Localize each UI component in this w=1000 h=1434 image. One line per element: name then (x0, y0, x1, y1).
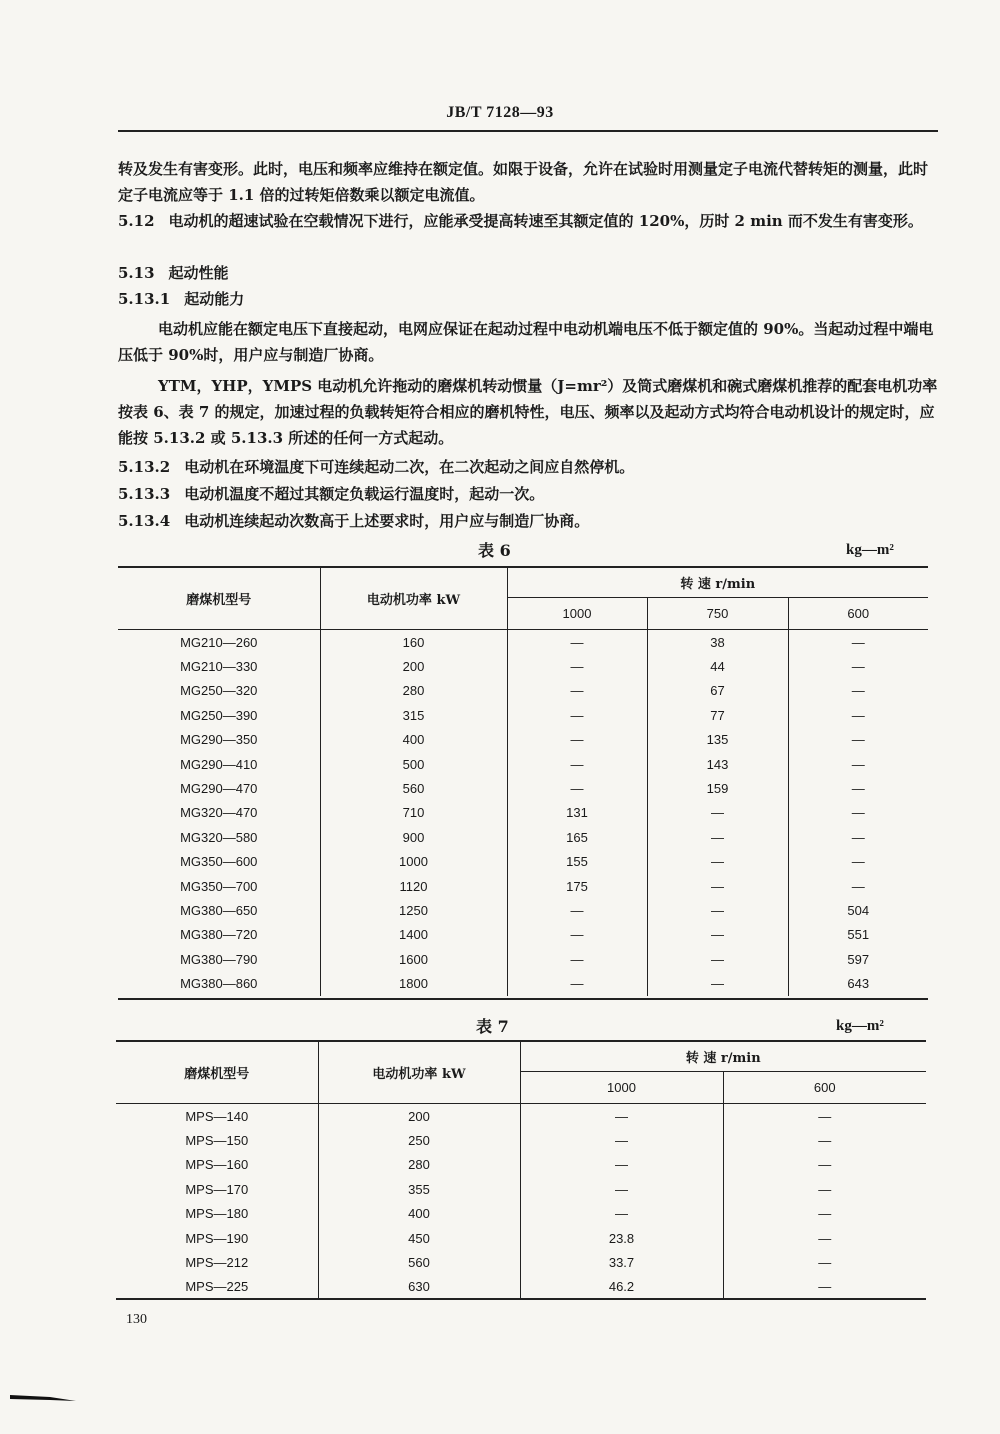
cell-speed-1000: — (520, 1177, 723, 1201)
cell-speed-1000: — (507, 679, 647, 703)
table-7-bottom-rule (116, 1298, 926, 1300)
column-header-model: 磨煤机型号 (118, 567, 320, 630)
cell-model: MG320—580 (118, 825, 320, 849)
cell-model: MG380—860 (118, 971, 320, 995)
table-row (116, 1177, 926, 1201)
cell-speed-1000: — (520, 1104, 723, 1129)
cell-power: 1120 (320, 874, 507, 898)
cell-speed-600: — (851, 878, 865, 894)
table-row (116, 1226, 926, 1250)
table-row (118, 776, 928, 800)
cell-model: MG250—320 (118, 679, 320, 703)
cell-speed-750: 159 (647, 776, 788, 800)
cell-speed-1000: — (507, 923, 647, 947)
cell-speed-750: — (647, 898, 788, 922)
table-row (118, 654, 928, 678)
table-7 (116, 1041, 926, 1299)
cell-power: 500 (320, 752, 507, 776)
cell-speed-600: 504 (847, 902, 870, 918)
table-row (116, 1275, 926, 1299)
cell-power: 250 (318, 1128, 520, 1152)
cell-speed-600: — (851, 854, 865, 870)
table-row (118, 898, 928, 922)
cell-power: 280 (318, 1153, 520, 1177)
table-row (118, 801, 928, 825)
section-heading-5-13-1 (118, 286, 938, 312)
paragraph-text: 电动机在环境温度下可连续起动二次，在二次起动之间应自然停机。 (184, 458, 635, 476)
table-row (116, 1202, 926, 1226)
cell-speed-750: 143 (647, 752, 788, 776)
cell-speed-1000: 155 (507, 850, 647, 874)
section-number: 5.13.3 (118, 485, 171, 503)
cell-speed-750: — (647, 874, 788, 898)
column-header-speed: 转 速 r/min (507, 567, 928, 598)
cell-model: MPS—180 (116, 1202, 318, 1226)
cell-speed-600: 551 (847, 927, 870, 943)
cell-speed-600: — (818, 1157, 832, 1173)
table-7-body (116, 1104, 926, 1300)
cell-speed-750: 67 (647, 679, 788, 703)
cell-speed-600: — (851, 829, 865, 845)
cell-speed-750: 135 (647, 728, 788, 752)
cell-speed-600: — (818, 1108, 832, 1124)
cell-model: MG380—720 (118, 923, 320, 947)
cell-speed-750: — (647, 825, 788, 849)
cell-model: MPS—160 (116, 1153, 318, 1177)
cell-power: 400 (318, 1202, 520, 1226)
table-row (116, 1104, 926, 1129)
cell-speed-750: — (647, 801, 788, 825)
cell-power: 630 (318, 1275, 520, 1299)
section-title: 起动性能 (168, 264, 229, 282)
speed-header-750: 750 (647, 598, 788, 630)
column-header-power: 电动机功率 kW (318, 1041, 520, 1104)
paragraph-text: YTM，YHP，YMPS 电动机允许拖动的磨煤机转动惯量（J=mr²）及筒式磨煤机和碗式磨煤机推荐的配套电机功率按表 6、表 7 的规定，加速过程的负载转矩符合相应的磨机特性，电压、频率以及起动方式均符合电动机设计的规定时，应能按 5.13.2 或 5.13.3 所述的任何一方式起动。 (118, 377, 938, 447)
column-header-model: 磨煤机型号 (116, 1041, 318, 1104)
column-header-speed: 转 速 r/min (520, 1041, 926, 1072)
cell-power: 315 (320, 703, 507, 727)
cell-power: 710 (320, 801, 507, 825)
cell-speed-750: — (647, 850, 788, 874)
paragraph (118, 316, 938, 368)
cell-speed-600: — (818, 1230, 832, 1246)
cell-power: 560 (318, 1250, 520, 1274)
document-header: JB/T 7128—93 (446, 104, 554, 121)
cell-speed-1000: 46.2 (520, 1275, 723, 1299)
cell-speed-750: — (647, 947, 788, 971)
column-header-power: 电动机功率 kW (320, 567, 507, 630)
table-row (118, 947, 928, 971)
section-heading-5-13 (118, 260, 938, 286)
cell-power: 560 (320, 776, 507, 800)
cell-power: 1800 (320, 971, 507, 995)
cell-model: MG290—470 (118, 776, 320, 800)
cell-model: MG380—650 (118, 898, 320, 922)
cell-model: MG380—790 (118, 947, 320, 971)
cell-power: 1250 (320, 898, 507, 922)
cell-model: MG210—330 (118, 654, 320, 678)
cell-speed-1000: — (507, 776, 647, 800)
cell-power: 200 (318, 1104, 520, 1129)
section-number: 5.13.1 (118, 290, 171, 308)
section-number: 5.13.2 (118, 458, 171, 476)
cell-power: 280 (320, 679, 507, 703)
cell-speed-1000: — (507, 947, 647, 971)
paragraph (118, 373, 938, 451)
cell-speed-750: — (647, 923, 788, 947)
cell-speed-600: — (818, 1206, 832, 1222)
section-title: 起动能力 (184, 290, 245, 308)
paragraph (118, 156, 938, 208)
cell-speed-600: 643 (847, 976, 870, 992)
cell-speed-600: — (818, 1181, 832, 1197)
cell-power: 355 (318, 1177, 520, 1201)
table-7-caption: 表 7 (476, 1017, 509, 1036)
cell-speed-750: 77 (647, 703, 788, 727)
table-6-unit: kg—m² (846, 542, 894, 558)
cell-speed-1000: — (507, 728, 647, 752)
section-number: 5.13.4 (118, 512, 171, 530)
table-6-caption: 表 6 (478, 541, 511, 560)
cell-speed-750: 38 (647, 630, 788, 655)
table-row (118, 752, 928, 776)
cell-model: MPS—150 (116, 1128, 318, 1152)
paragraph-5-13-4 (118, 508, 938, 534)
table-row (118, 630, 928, 655)
cell-power: 1600 (320, 947, 507, 971)
section-number: 5.12 (118, 212, 155, 230)
paragraph-text: 电动机温度不超过其额定负载运行温度时，起动一次。 (184, 485, 545, 503)
cell-speed-600: — (851, 781, 865, 797)
paragraph-5-13-3 (118, 481, 938, 507)
cell-power: 200 (320, 654, 507, 678)
cell-speed-1000: — (507, 898, 647, 922)
cell-speed-600: — (851, 756, 865, 772)
cell-speed-600: — (851, 659, 865, 675)
cell-speed-1000: 23.8 (520, 1226, 723, 1250)
paragraph-text: 电动机的超速试验在空载情况下进行，应能承受提高转速至其额定值的 120%，历时 2 min 而不发生有害变形。 (168, 212, 923, 230)
cell-model: MPS—170 (116, 1177, 318, 1201)
cell-speed-600: — (851, 732, 865, 748)
cell-speed-1000: 33.7 (520, 1250, 723, 1274)
cell-speed-1000: — (507, 971, 647, 995)
paragraph-text: 电动机连续起动次数高于上述要求时，用户应与制造厂协商。 (184, 512, 590, 530)
speed-header-1000: 1000 (520, 1072, 723, 1104)
table-row (116, 1250, 926, 1274)
table-row (116, 1153, 926, 1177)
table-6 (118, 567, 928, 996)
cell-power: 1000 (320, 850, 507, 874)
cell-speed-1000: — (520, 1128, 723, 1152)
table-row (116, 1128, 926, 1152)
cell-model: MG350—600 (118, 850, 320, 874)
cell-speed-1000: — (507, 703, 647, 727)
cell-model: MPS—140 (116, 1104, 318, 1129)
cell-speed-1000: 175 (507, 874, 647, 898)
table-row (118, 703, 928, 727)
table-row (118, 728, 928, 752)
table-row (118, 971, 928, 995)
cell-model: MG350—700 (118, 874, 320, 898)
paragraph-5-12 (118, 208, 938, 234)
speed-header-600: 600 (788, 598, 928, 630)
table-7-unit: kg—m² (836, 1018, 884, 1034)
cell-speed-600: — (818, 1279, 832, 1295)
paragraph-text: 电动机应能在额定电压下直接起动，电网应保证在起动过程中电动机端电压不低于额定值的 90%。当起动过程中端电压低于 90%时，用户应与制造厂协商。 (118, 320, 934, 364)
table-row (118, 825, 928, 849)
cell-speed-600: — (818, 1255, 832, 1271)
paragraph-text: 转及发生有害变形。此时，电压和频率应维持在额定值。如限于设备，允许在试验时用测量定子电流代替转矩的测量，此时定子电流应等于 1.1 倍的过转矩倍数乘以额定电流值。 (118, 160, 929, 204)
cell-speed-600: — (851, 805, 865, 821)
cell-speed-1000: — (520, 1202, 723, 1226)
cell-power: 160 (320, 630, 507, 655)
cell-model: MG210—260 (118, 630, 320, 655)
cell-speed-1000: — (507, 752, 647, 776)
cell-model: MPS—212 (116, 1250, 318, 1274)
cell-speed-1000: 165 (507, 825, 647, 849)
cell-speed-600: — (851, 634, 865, 650)
table-6-body (118, 630, 928, 996)
cell-speed-750: — (647, 971, 788, 995)
cell-speed-1000: 131 (507, 801, 647, 825)
cell-speed-600: — (851, 683, 865, 699)
cell-power: 1400 (320, 923, 507, 947)
cell-power: 900 (320, 825, 507, 849)
cell-model: MPS—225 (116, 1275, 318, 1299)
cell-speed-600: — (818, 1133, 832, 1149)
table-row (118, 923, 928, 947)
table-row (118, 850, 928, 874)
cell-model: MPS—190 (116, 1226, 318, 1250)
speed-header-1000: 1000 (507, 598, 647, 630)
cell-speed-1000: — (520, 1153, 723, 1177)
cell-speed-600: 597 (847, 951, 870, 967)
paragraph-5-13-2 (118, 454, 938, 480)
speed-header-600: 600 (723, 1072, 926, 1104)
cell-model: MG290—410 (118, 752, 320, 776)
cell-model: MG250—390 (118, 703, 320, 727)
cell-power: 400 (320, 728, 507, 752)
header-rule (118, 130, 938, 132)
cell-speed-600: — (851, 707, 865, 723)
cell-speed-1000: — (507, 630, 647, 655)
cell-speed-1000: — (507, 654, 647, 678)
table-row (118, 679, 928, 703)
cell-speed-750: 44 (647, 654, 788, 678)
table-row (118, 874, 928, 898)
cell-model: MG290—350 (118, 728, 320, 752)
cell-power: 450 (318, 1226, 520, 1250)
scan-smudge-mark (10, 1392, 76, 1404)
section-number: 5.13 (118, 264, 155, 282)
cell-model: MG320—470 (118, 801, 320, 825)
table-6-bottom-rule (118, 998, 928, 1000)
page-number: 130 (126, 1312, 147, 1327)
